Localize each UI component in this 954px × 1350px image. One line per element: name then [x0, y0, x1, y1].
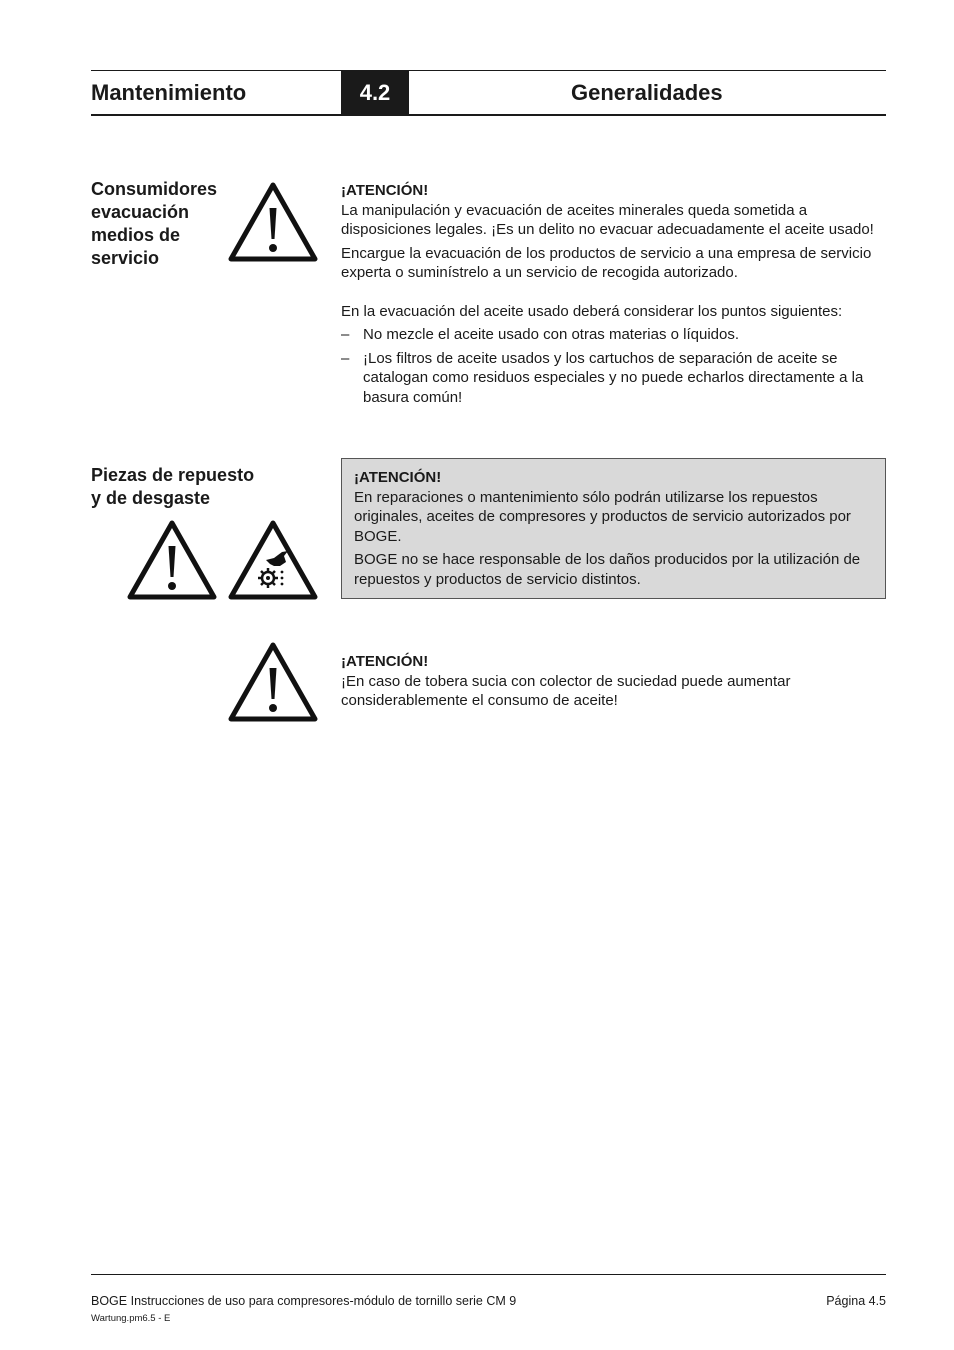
section1-heading-line: Consumidores	[91, 179, 218, 199]
section2-heading-line: Piezas de repuesto	[91, 465, 255, 485]
attention-box	[341, 458, 886, 599]
list-item	[341, 349, 889, 408]
list-item-text: ¡Los filtros de aceite usados y los cartuchos de separación de aceite se catalogan como residuos especiales y no puede echarlos directamente a la basura común!	[363, 349, 864, 406]
section1-paragraph: Encargue la evacuación de los productos de servicio a una empresa de servicio experta o suminístrelo a un servicio de recogida autorizado.	[341, 244, 872, 281]
list-item	[341, 325, 889, 345]
footer-rule	[91, 1274, 886, 1275]
attention-label: ¡ATENCIÓN!	[354, 469, 442, 486]
section1-heading-line: medios de	[91, 225, 181, 245]
section2-heading-line: y de desgaste	[91, 488, 211, 508]
chapter-title: Mantenimiento	[91, 80, 247, 105]
section1-heading	[91, 178, 217, 270]
page-number: Página 4.5	[826, 1294, 886, 1308]
section1-paragraph: En la evacuación del aceite usado deberá considerar los puntos siguientes:	[341, 302, 843, 320]
section2-paragraph: En reparaciones o mantenimiento sólo podrán utilizarse los repuestos originales, aceites de compresores y productos de servicio autorizados por BOGE.	[354, 488, 851, 545]
section1-heading-line: servicio	[91, 248, 160, 268]
section-title: Generalidades	[571, 80, 723, 105]
list-item-text: No mezcle el aceite usado con otras materias o líquidos.	[363, 326, 740, 343]
attention-label: ¡ATENCIÓN!	[341, 653, 429, 670]
section3-body	[341, 652, 889, 711]
bullet-marker: –	[341, 326, 350, 343]
machine-hazard-icon	[228, 520, 318, 600]
header-top-rule	[91, 70, 886, 71]
section2-heading	[91, 464, 254, 510]
attention-label: ¡ATENCIÓN!	[341, 182, 429, 199]
section2-paragraph: BOGE no se hace responsable de los daños producidos por la utilización de repuestos y productos de servicio distintos.	[354, 551, 861, 588]
section1-body	[341, 181, 889, 407]
header-bottom-rule	[91, 114, 886, 116]
warning-triangle-icon	[228, 642, 318, 722]
section-number: 4.2	[341, 70, 409, 115]
warning-triangle-icon	[228, 182, 318, 262]
warning-triangle-icon	[127, 520, 217, 600]
footer-file: Wartung.pm6.5 - E	[91, 1313, 171, 1324]
section1-heading-line: evacuación	[91, 202, 190, 222]
section1-paragraph: La manipulación y evacuación de aceites minerales queda sometida a disposiciones legales. ¡Es un delito no evacuar adecuadamente el aceite usado!	[341, 201, 874, 238]
bullet-marker: –	[341, 349, 350, 367]
section3-paragraph: ¡En caso de tobera sucia con colector de suciedad puede aumentar considerablemente el consumo de aceite!	[341, 672, 791, 709]
footer-title: BOGE Instrucciones de uso para compresores-módulo de tornillo serie CM 9	[91, 1294, 517, 1308]
